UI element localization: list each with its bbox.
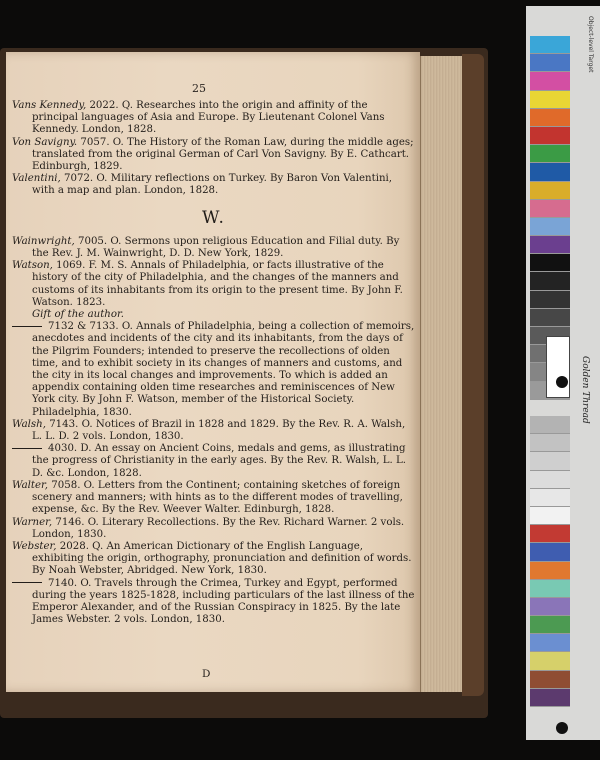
ditto-dash [12, 326, 42, 327]
color-chip [530, 434, 570, 452]
catalog-entry [12, 578, 416, 627]
gift-note: Gift of the author. [32, 309, 124, 321]
entry-description: 2028. Q. An American Dictionary of the English Language, exhibiting the origin, orthography, pronunciation and definition of words. By Noah Webster, Abridged. New York, 1830. [32, 540, 412, 577]
color-chip [530, 163, 570, 181]
entry-description: 7146. O. Literary Recollections. By the Rev. Richard Warner. 2 vols. London, 1830. [32, 516, 405, 540]
entry-description: 1069. F. M. S. Annals of Philadelphia, or facts illustrative of the history of the city of Philadelphia, and the changes of the manners and customs of its inhabitants from its origin to the present time. By John F. Watson. 1823. [32, 260, 403, 308]
color-chip [530, 562, 570, 580]
entry-author: Valentini, [12, 173, 61, 185]
catalog-entry [12, 173, 416, 197]
color-chip [530, 127, 570, 145]
color-chip [530, 543, 570, 561]
entry-description: 7140. O. Travels through the Crimea, Turkey and Egypt, performed during the years 1825-1828, including particulars of the last illness of the Emperor Alexander, and of the Russian Conspiracy in 1825. By the late James Webster. 2 vols. London, 1830. [32, 577, 415, 626]
catalog-entry [12, 321, 416, 419]
color-chip [530, 525, 570, 543]
entry-author: Walsh, [12, 418, 46, 430]
color-chip [530, 489, 570, 507]
color-chip [530, 291, 570, 309]
card-brand: Golden Thread [580, 356, 590, 424]
entry-author: Von Savigny. [12, 136, 78, 148]
ditto-dash [12, 582, 42, 583]
entry-description: 7072. O. Military reflections on Turkey. By Baron Von Valentini, with a map and plan. London, 1828. [32, 173, 393, 197]
color-chip [530, 580, 570, 598]
color-chip [530, 616, 570, 634]
registration-dot [556, 722, 568, 734]
ruler-scale [546, 336, 570, 398]
catalog-entry [12, 541, 416, 578]
catalog-entry [12, 443, 416, 480]
color-chip [530, 671, 570, 689]
color-chip [530, 416, 570, 434]
color-chip [530, 54, 570, 72]
page-edges [420, 56, 463, 692]
catalog-entry [12, 236, 416, 260]
color-chip [530, 309, 570, 327]
color-chip [530, 452, 570, 470]
catalog-entry [12, 480, 416, 517]
color-chip [530, 272, 570, 290]
color-chip [530, 200, 570, 218]
color-chip [530, 218, 570, 236]
color-chip [530, 471, 570, 489]
entry-description: 2022. Q. Researches into the origin and affinity of the principal languages of Asia and Europe. By Lieutenant Colonel Vans Kennedy. London, 1828. [32, 100, 385, 136]
entry-author: Walter, [12, 479, 49, 491]
grey-chip-strip [530, 416, 570, 707]
catalog-entry [12, 137, 416, 174]
page-number: 25 [192, 82, 206, 95]
section-letter: W. [202, 207, 226, 228]
color-chip [530, 72, 570, 90]
entry-author: Vans Kennedy, [12, 100, 87, 111]
signature-mark: D [202, 668, 211, 680]
color-chip [530, 109, 570, 127]
entry-author: Warner, [12, 516, 53, 528]
color-chip [530, 634, 570, 652]
catalog-entry [12, 100, 416, 137]
catalog-entry [12, 419, 416, 443]
ditto-dash [12, 448, 42, 449]
entry-author: Wainwright, [12, 235, 75, 247]
entry-description: 7058. O. Letters from the Continent; containing sketches of foreign scenery and manners; with hints as to the different modes of travelling, expense, &c. By the Rev. Weever Walter. Edinburgh, 1828. [32, 479, 403, 516]
entry-description: 4030. D. An essay on Ancient Coins, medals and gems, as illustrating the progress of Christianity in the early ages. By the Rev. R. Walsh, L. L. D. &c. London, 1828. [32, 443, 406, 479]
color-chip [530, 254, 570, 272]
entries-v-section [12, 100, 416, 198]
card-label: Object-level Target [587, 16, 594, 73]
color-chip [530, 598, 570, 616]
registration-dot [556, 376, 568, 388]
color-chip [530, 182, 570, 200]
entry-author: Watson, [12, 260, 53, 272]
catalog-text [12, 100, 416, 626]
book-cover-edge [462, 54, 484, 696]
entry-description: 7005. O. Sermons upon religious Education and Filial duty. By the Rev. J. M. Wainwright, D. D. New York, 1829. [32, 235, 400, 260]
color-chip [530, 91, 570, 109]
entry-description: 7132 & 7133. O. Annals of Philadelphia, being a collection of memoirs, anecdotes and incidents of the city and its inhabitants, from the days of the Pilgrim Founders; intended to preserve the recollections of olden time, and to exhibit society in its changes of manners and customs, and the city in its local changes and improvements. To which is added an appendix containing olden time researches and reminiscences of New York city. By John F. Watson, member of the Historical Society. Philadelphia, 1830. [32, 321, 415, 418]
entry-description: 7143. O. Notices of Brazil in 1828 and 1829. By the Rev. R. A. Walsh, L. L. D. 2 vols. London, 1830. [32, 418, 406, 443]
color-chip [530, 36, 570, 54]
color-chip [530, 689, 570, 707]
color-calibration-card [526, 6, 600, 740]
color-chip [530, 507, 570, 525]
entry-author: Webster, [12, 540, 57, 552]
catalog-entry [12, 517, 416, 541]
color-chip [530, 145, 570, 163]
color-chip [530, 652, 570, 670]
color-chip [530, 236, 570, 254]
entries-w-section [12, 236, 416, 627]
entry-description: 7057. O. The History of the Roman Law, during the middle ages; translated from the original German of Carl Von Savigny. By E. Cathcart. Edinburgh, 1829. [32, 136, 414, 173]
catalog-entry [12, 260, 416, 309]
